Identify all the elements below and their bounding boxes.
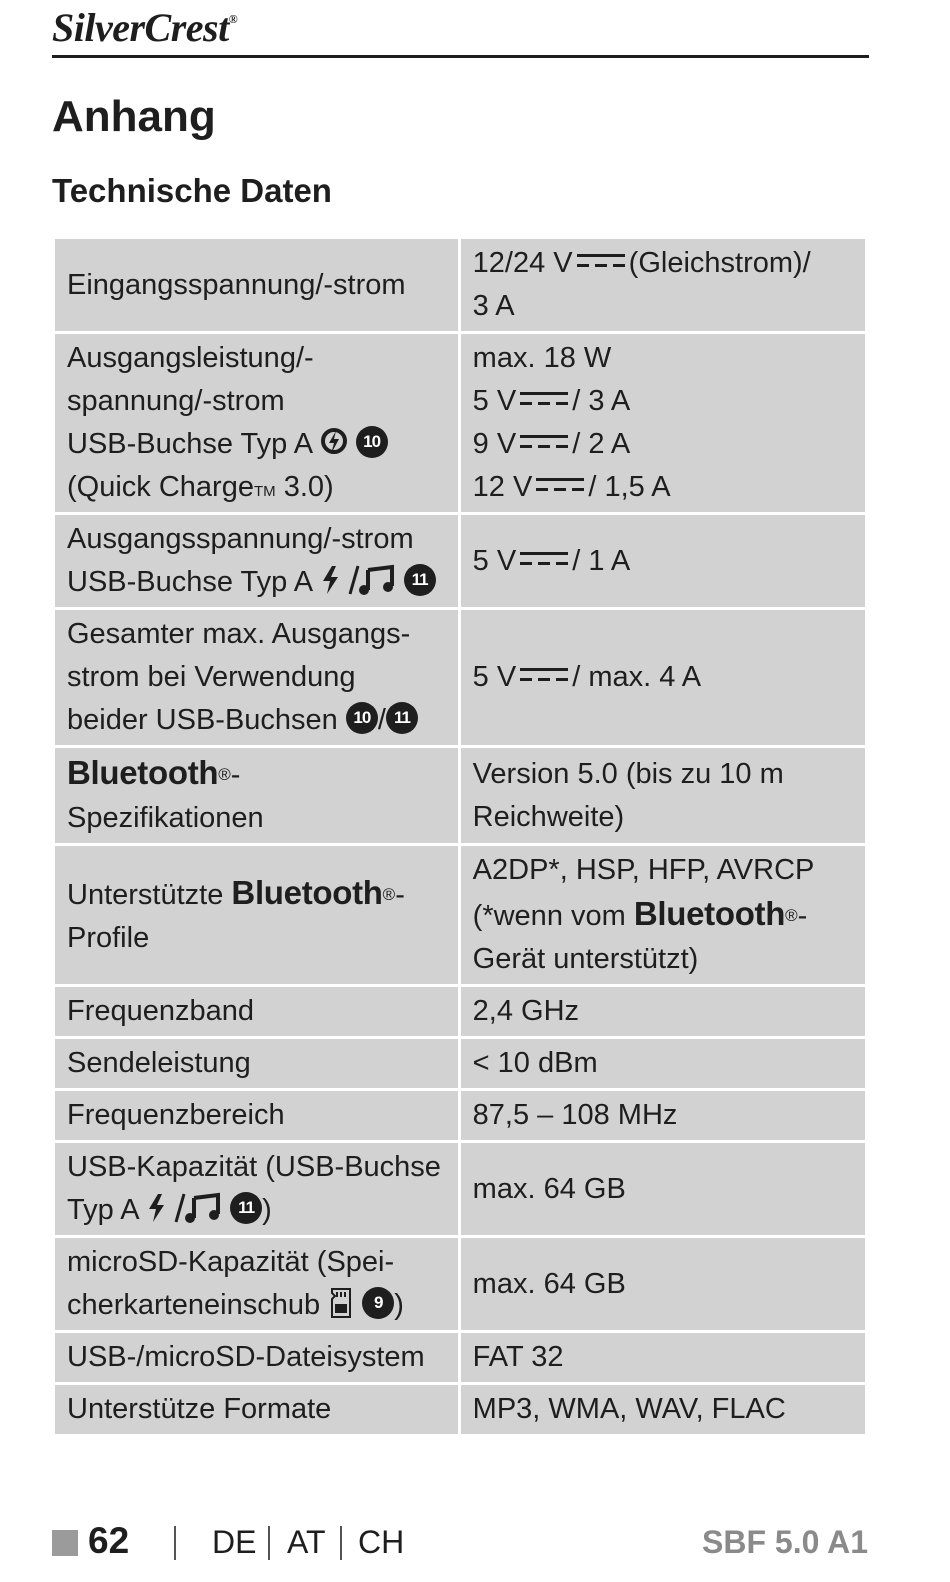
bluetooth-wordmark: Bluetooth (67, 754, 219, 791)
spec-value: max. 18 W 5 V / 3 A 9 V / 2 A 12 V / 1,5 A (461, 334, 865, 512)
number-10-icon: 10 (346, 702, 378, 734)
spec-value: Version 5.0 (bis zu 10 m Reichweite) (461, 748, 865, 843)
spec-label: Gesamter max. Ausgangs- strom bei Verwendung beider USB-Buchsen 10 / 11 (55, 610, 458, 745)
footer-separator (268, 1526, 270, 1560)
model-number: SBF 5.0 A1 (702, 1524, 868, 1560)
country-at: AT (287, 1524, 326, 1560)
table-row (55, 1238, 865, 1330)
page-footer (52, 1520, 868, 1570)
spec-value: A2DP*, HSP, HFP, AVRCP (*wenn vom Bluetooth®- Gerät unterstützt) (461, 846, 865, 984)
table-row (55, 846, 865, 984)
registered-mark: ® (218, 765, 231, 784)
spec-value: max. 64 GB (461, 1143, 865, 1235)
trademark-mark: TM (253, 483, 276, 500)
table-row (55, 987, 865, 1036)
page-title: Anhang (52, 92, 216, 141)
spec-value: MP3, WMA, WAV, FLAC (461, 1385, 865, 1434)
table-row (55, 1091, 865, 1140)
dc-current-icon (577, 252, 625, 270)
dc-current-icon (520, 390, 568, 408)
spec-value: FAT 32 (461, 1333, 865, 1382)
spec-value: 2,4 GHz (461, 987, 865, 1036)
table-row (55, 1143, 865, 1235)
spec-label: microSD-Kapazität (Spei- cherkarteneinschub 9 ) (55, 1238, 458, 1330)
spec-value: < 10 dBm (461, 1039, 865, 1088)
dc-current-icon (536, 476, 584, 494)
header-rule (52, 55, 869, 58)
section-title: Technische Daten (52, 172, 332, 209)
registered-mark: ® (785, 906, 798, 925)
number-10-icon: 10 (356, 426, 388, 458)
charge-music-icon (320, 564, 396, 596)
spec-label: USB-Kapazität (USB-Buchse Typ A 11 ) (55, 1143, 458, 1235)
dc-current-icon (520, 550, 568, 568)
country-de: DE (212, 1524, 257, 1560)
spec-value: max. 64 GB (461, 1238, 865, 1330)
table-row (55, 610, 865, 745)
table-row (55, 1039, 865, 1088)
spec-table (52, 236, 868, 1437)
spec-value: 5 V / 1 A (461, 515, 865, 607)
bluetooth-wordmark: Bluetooth (231, 873, 383, 911)
spec-label: Frequenzbereich (55, 1091, 458, 1140)
table-row (55, 1385, 865, 1434)
charge-music-icon (146, 1192, 222, 1224)
table-row (55, 1333, 865, 1382)
bluetooth-wordmark: Bluetooth (633, 895, 786, 932)
country-ch: CH (358, 1524, 405, 1560)
microsd-card-icon (328, 1287, 354, 1319)
dc-current-icon (520, 666, 568, 684)
spec-label: Sendeleistung (55, 1039, 458, 1088)
dc-current-icon (520, 433, 568, 451)
spec-label: USB-/microSD-Dateisystem (55, 1333, 458, 1382)
spec-value: 87,5 – 108 MHz (461, 1091, 865, 1140)
table-row (55, 239, 865, 331)
footer-separator (174, 1526, 176, 1560)
number-11-icon: 11 (230, 1192, 262, 1224)
number-11-icon: 11 (386, 702, 418, 734)
brand-registered-mark: ® (228, 12, 238, 26)
table-row (55, 515, 865, 607)
number-9-icon: 9 (362, 1287, 394, 1319)
number-11-icon: 11 (404, 564, 436, 596)
brand-logo (52, 4, 237, 51)
spec-label: Eingangsspannung/-strom (55, 239, 458, 331)
spec-value: 12/24 V (Gleichstrom)/ 3 A (461, 239, 865, 331)
brand-name: SilverCrest (52, 5, 229, 50)
spec-label: Ausgangsleistung/- spannung/-strom USB-Buchse Typ A 10 (Quick Charge™ 3.0) (55, 334, 458, 512)
quick-charge-icon (320, 427, 348, 457)
spec-label: Bluetooth®- Spezifikationen (55, 748, 458, 843)
spec-label: Ausgangsspannung/-strom USB-Buchse Typ A 11 (55, 515, 458, 607)
footer-separator (340, 1526, 342, 1560)
spec-label: Unterstütze Formate (55, 1385, 458, 1434)
page-number: 62 (88, 1520, 130, 1561)
spec-value: 5 V / max. 4 A (461, 610, 865, 745)
page-marker (52, 1530, 78, 1556)
spec-label: Frequenzband (55, 987, 458, 1036)
table-row (55, 334, 865, 512)
table-row (55, 748, 865, 843)
registered-mark: ® (382, 884, 396, 904)
spec-label: Unterstützte Bluetooth®- Profile (55, 846, 458, 984)
